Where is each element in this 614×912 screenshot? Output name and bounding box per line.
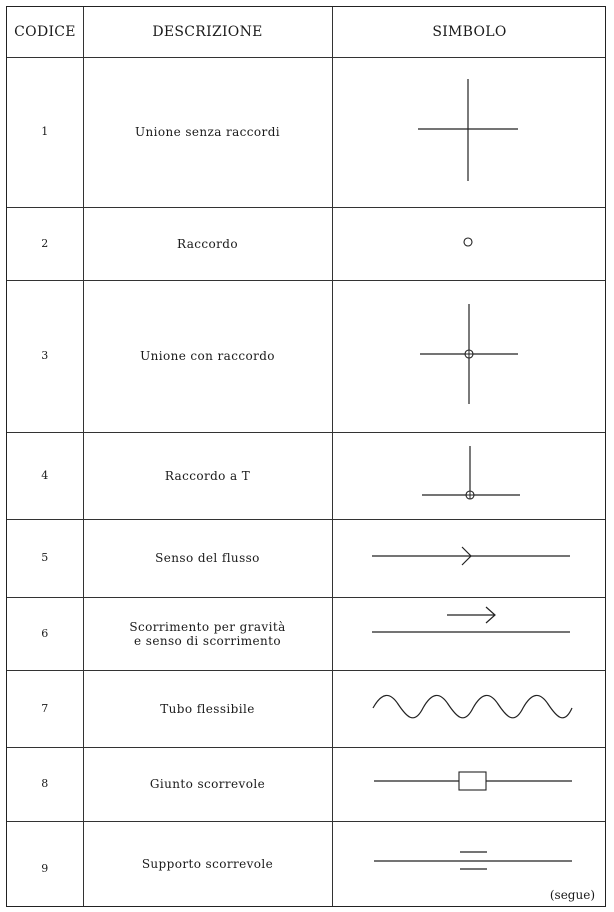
line-with-double-bar-icon: [332, 821, 607, 881]
symbol-table: [6, 6, 606, 907]
cross-with-circle-icon: [332, 280, 607, 432]
row-description: Giunto scorrevole: [149, 777, 266, 791]
line-with-box-icon: [332, 747, 607, 821]
arrow-over-line-icon: [332, 597, 607, 670]
row-code: 1: [41, 125, 49, 138]
row-symbol: [332, 280, 607, 432]
row-description: Supporto scorrevole: [141, 857, 274, 871]
row-code: 4: [41, 468, 49, 482]
row-description: Raccordo a T: [164, 468, 251, 483]
row-description: Tubo flessibile: [160, 701, 255, 716]
row-symbol: [332, 747, 607, 821]
row-description: Raccordo: [177, 236, 238, 251]
row-code: 3: [41, 349, 49, 362]
header-code: CODICE: [14, 24, 76, 40]
row-symbol: [332, 519, 607, 597]
header-symbol: SIMBOLO: [432, 24, 507, 40]
row-symbol: [332, 207, 607, 280]
row-description: Senso del flusso: [155, 551, 260, 565]
row-code: 7: [41, 701, 49, 715]
row-code: 8: [41, 777, 49, 790]
row-code: 2: [41, 236, 49, 250]
cross-plain-icon: [332, 57, 607, 207]
small-circle-icon: [332, 207, 607, 280]
row-description: Unione con raccordo: [140, 349, 275, 363]
row-symbol: [332, 670, 607, 747]
row-symbol: [332, 57, 607, 207]
row-code: 5: [41, 551, 49, 564]
line-with-arrowhead-icon: [332, 519, 607, 597]
wavy-line-icon: [332, 670, 607, 747]
row-description: Scorrimento per gravità e senso di scorrimento: [129, 619, 286, 648]
row-code: 6: [41, 626, 49, 640]
row-description: Unione senza raccordi: [134, 125, 281, 139]
row-symbol: [332, 597, 607, 670]
row-code: 9: [41, 861, 49, 875]
tee-with-circle-icon: [332, 432, 607, 519]
continuation-note: (segue): [549, 888, 595, 902]
row-symbol: [332, 432, 607, 519]
header-description: DESCRIZIONE: [152, 24, 263, 40]
